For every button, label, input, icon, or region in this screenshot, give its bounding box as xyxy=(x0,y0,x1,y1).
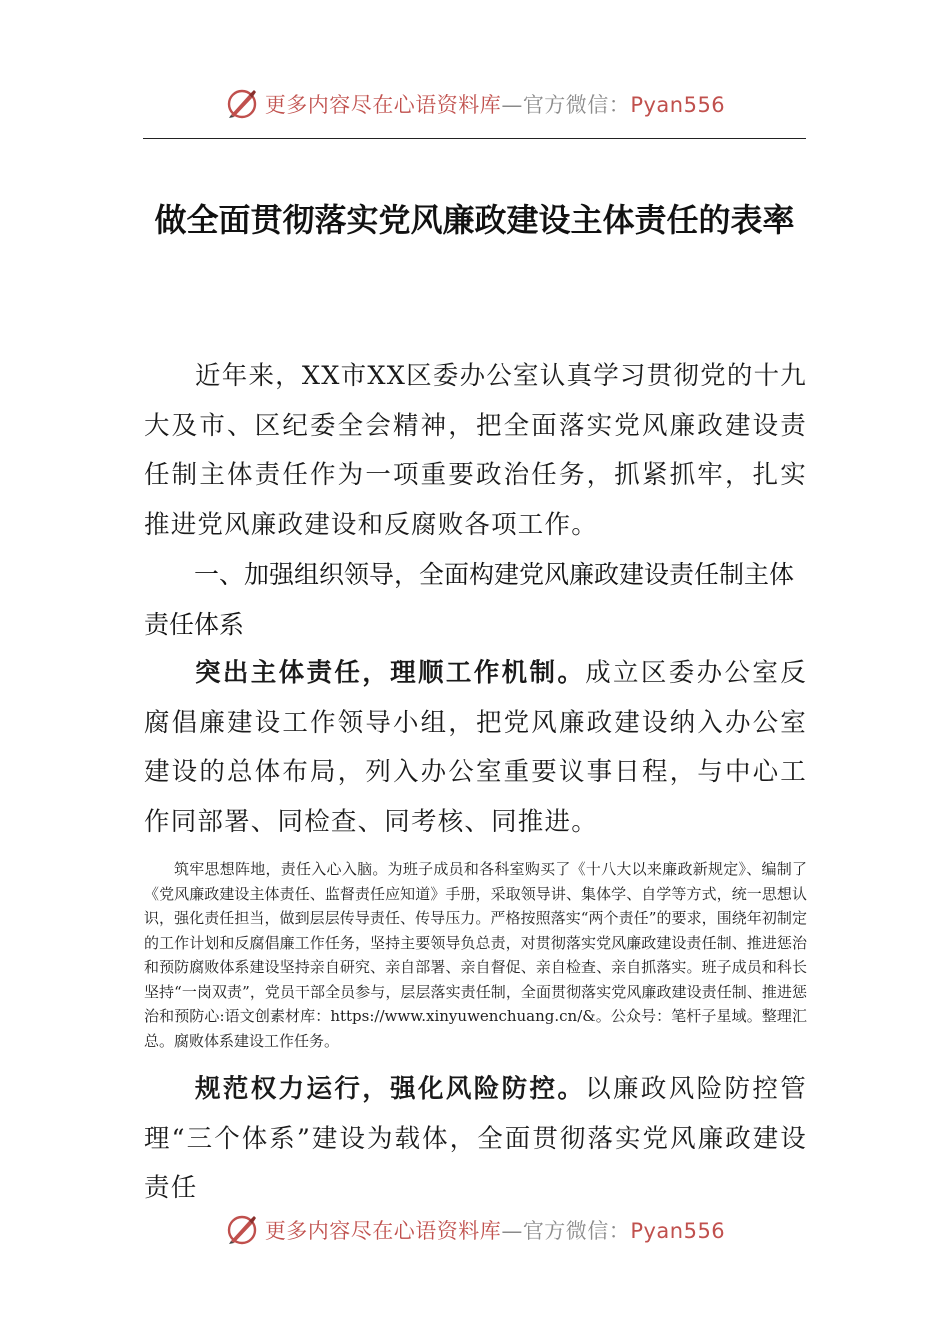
section-heading-1: 一、加强组织领导，全面构建党风廉政建设责任制主体责任体系 xyxy=(144,560,795,639)
banner-text xyxy=(265,89,725,119)
document-body xyxy=(144,352,807,1214)
banner-wechat-label: 官方微信： xyxy=(522,93,631,117)
footer-banner xyxy=(0,1210,950,1250)
paragraph-power-regulation xyxy=(144,1065,807,1214)
paragraph-lead: 规范权力运行，强化风险防控。 xyxy=(195,1074,586,1104)
paragraph-text: 成立区委办公室反腐倡廉建设工作领导小组，把党风廉政建设纳入办公室建设的总体布局，列入办公室重要议事日程，与中心工作同部署、同检查、同考核、同推进。 xyxy=(144,658,807,837)
document-title: 做全面贯彻落实党风廉政建设主体责任的表率 xyxy=(154,201,795,239)
intro-paragraph: 近年来，XX市XX区委办公室认真学习贯彻党的十九大及市、区纪委全会精神，把全面落实党风廉政建设责任制主体责任作为一项重要政治任务，抓紧抓牢，扎实推进党风廉政建设和反腐败各项工作。 xyxy=(144,361,807,540)
header-divider xyxy=(143,138,806,139)
banner-main-text: 更多内容尽在心语资料库 xyxy=(264,1219,502,1243)
header-banner xyxy=(0,84,950,124)
banner-wechat-id: Pyan556 xyxy=(630,93,726,117)
pen-logo-icon xyxy=(225,87,259,121)
banner-wechat-label: 官方微信： xyxy=(522,1219,631,1243)
paragraph-main-responsibility xyxy=(144,649,807,847)
banner-content xyxy=(225,1213,725,1247)
paragraph-lead: 突出主体责任，理顺工作机制。 xyxy=(195,658,586,688)
banner-main-text: 更多内容尽在心语资料库 xyxy=(264,93,502,117)
banner-content xyxy=(225,87,725,121)
banner-separator: — xyxy=(501,93,523,117)
paragraph-text: 以廉政风险防控管理“三个体系”建设为载体，全面贯彻落实党风廉政建设责任 xyxy=(144,1074,807,1203)
paragraph-ideology: 筑牢思想阵地，责任入心入脑。为班子成员和各科室购买了《十八大以来廉政新规定》、编制了《党风廉政建设主体责任、监督责任应知道》手册，采取领导讲、集体学、自学等方式，统一思想认识，强化责任担当，做到层层传导责任、传导压力。严格按照落实“两个责任”的要求，围绕年初制定的工作计划和反腐倡廉工作任务，坚持主要领导负总责，对贯彻落实党风廉政建设责任制、推进惩治和预防腐败体系建设坚持亲自研究、亲自部署、亲自督促、亲自检查、亲自抓落实。班子成员和科长坚持“一岗双责”，党员干部全员参与，层层落实责任制，全面贯彻落实党风廉政建设责任制、推进惩治和预防心:语文创素材库：https://www.xinyuwenchuang.cn/&。公众号：笔杆子星域。整理汇总。腐败体系建设工作任务。 xyxy=(144,860,807,1050)
banner-wechat-id: Pyan556 xyxy=(630,1219,726,1243)
banner-separator: — xyxy=(501,1219,523,1243)
pen-logo-icon xyxy=(225,1213,259,1247)
banner-text xyxy=(265,1215,725,1245)
